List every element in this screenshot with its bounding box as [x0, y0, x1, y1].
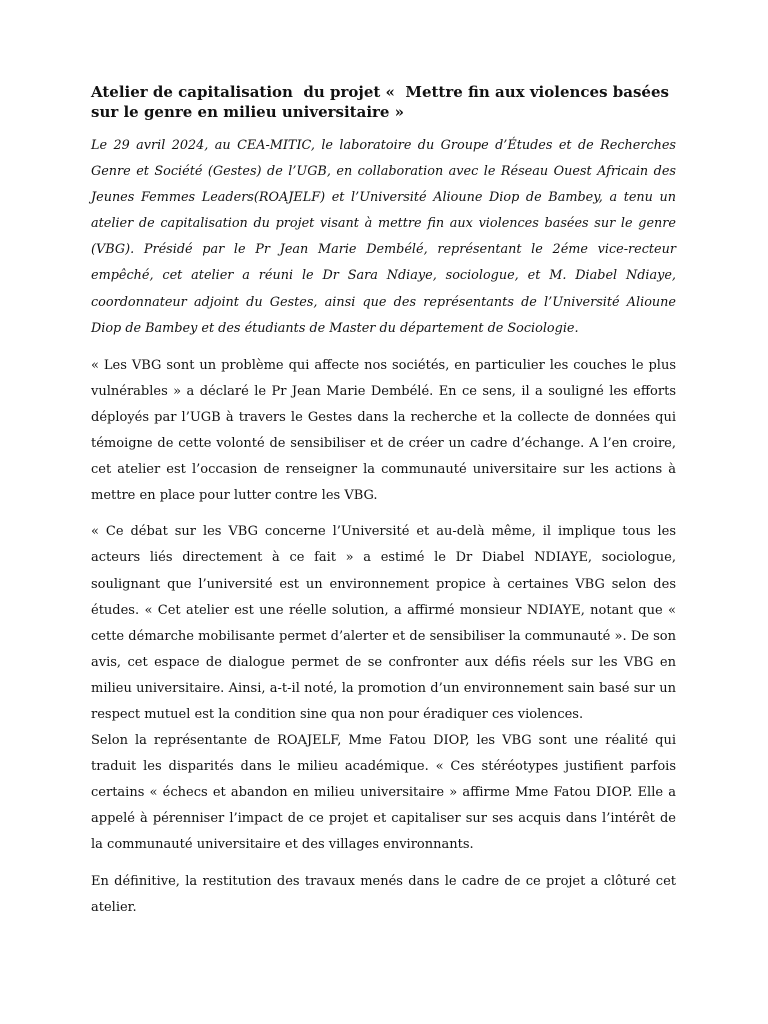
- intro-paragraph: Le 29 avril 2024, au CEA-MITIC, le laboratoire du Groupe d’Études et de Recherches Genre et Société (Gestes) de l’UGB, en collaboration avec le Réseau Ouest Africain des Jeunes Femmes Leaders(ROAJELF) et l’Université Alioune Diop de Bambey, a tenu un atelier de capitalisation du projet visant à mettre fin aux violences basées sur le genre (VBG). Présidé par le Pr Jean Marie Dembélé, représentant le 2éme vice-recteur empêché, cet atelier a réuni le Dr Sara Ndiaye, sociologue, et M. Diabel Ndiaye, coordonnateur adjoint du Gestes, ainsi que des représentants de l’Université Alioune Diop de Bambey et des étudiants de Master du département de Sociologie.: [91, 138, 676, 336]
- body-paragraph-4: En définitive, la restitution des travaux menés dans le cadre de ce projet a clôturé cet atelier.: [91, 873, 676, 915]
- body-paragraph-2: « Ce débat sur les VBG concerne l’Université et au-delà même, il implique tous les acteurs liés directement à ce fait » a estimé le Dr Diabel NDIAYE, sociologue, soulignant que l’université est un environnement propice à certaines VBG selon des études. « Cet atelier est une réelle solution, a affirmé monsieur NDIAYE, notant que « cette démarche mobilisante permet d’alerter et de sensibiliser la communauté ». De son avis, cet espace de dialogue permet de se confronter aux défis réels sur les VBG en milieu universitaire. Ainsi, a-t-il noté, la promotion d’un environnement sain basé sur un respect mutuel est la condition sine qua non pour éradiquer ces violences.: [91, 524, 676, 722]
- body-paragraph-1: « Les VBG sont un problème qui affecte nos sociétés, en particulier les couches le plus vulnérables » a déclaré le Pr Jean Marie Dembélé. En ce sens, il a souligné les efforts déployés par l’UGB à travers le Gestes dans la recherche et la collecte de données qui témoigne de cette volonté de sensibiliser et de créer un cadre d’échange. A l’en croire, cet atelier est l’occasion de renseigner la communauté universitaire sur les actions à mettre en place pour lutter contre les VBG.: [91, 357, 676, 504]
- document-page: [91, 82, 676, 921]
- body-paragraph-3: Selon la représentante de ROAJELF, Mme Fatou DIOP, les VBG sont une réalité qui traduit les disparités dans le milieu académique. « Ces stéréotypes justifient parfois certains « échecs et abandon en milieu universitaire » affirme Mme Fatou DIOP. Elle a appelé à pérenniser l’impact de ce projet et capitaliser sur ses acquis dans l’intérêt de la communauté universitaire et des villages environnants.: [91, 733, 676, 853]
- document-title: Atelier de capitalisation du projet « Mettre fin aux violences basées sur le genre en milieu universitaire »: [91, 83, 675, 121]
